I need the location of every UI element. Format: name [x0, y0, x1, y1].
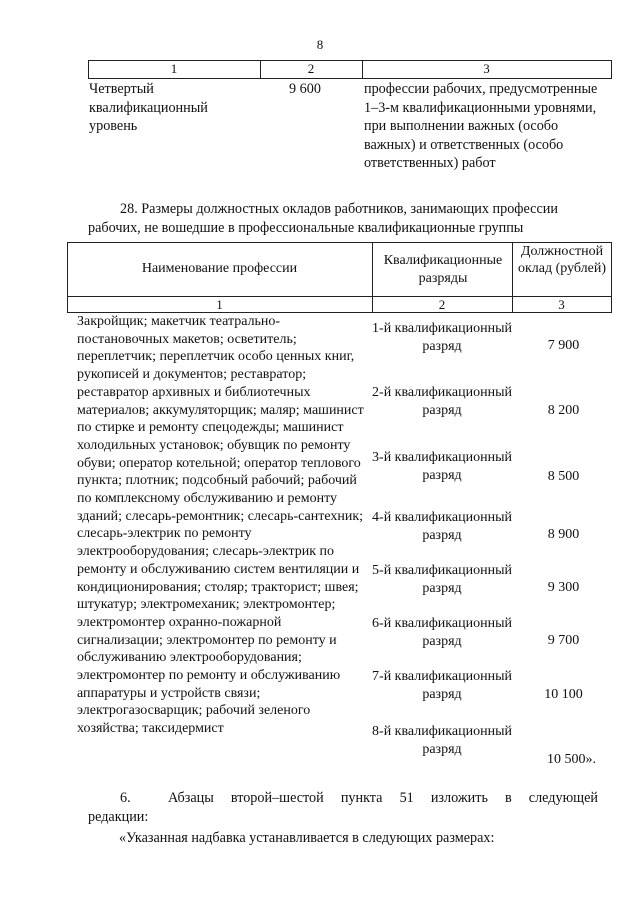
column-number: 2 — [307, 61, 315, 76]
grade-2: 2-й квалификационный разряд — [372, 385, 512, 418]
column-number: 1 — [170, 61, 178, 76]
page-number: 8 — [316, 37, 324, 52]
salary-value: 9 300 — [547, 580, 580, 595]
quote-line: «Указанная надбавка устанавливается в следующих размерах: — [119, 830, 495, 846]
grade-3: 3-й квалификационный разряд — [372, 450, 512, 483]
item-number: 6. — [120, 790, 131, 806]
table-border — [611, 242, 612, 313]
salary-value: 8 200 — [547, 403, 580, 418]
level-description: профессии рабочих, предусмотренные 1–3-м квалификационными уровнями, при выполнении важных (особо важных) и ответственных (особо ответственных) работ — [364, 81, 598, 172]
header-grade: Квалификационные разряды — [383, 253, 503, 286]
qualification-level: Четвертый квалификационный уровень — [89, 81, 208, 135]
salary-value: 9 700 — [547, 633, 580, 648]
salary-value: 10 500». — [547, 752, 596, 767]
column-number: 3 — [483, 61, 490, 76]
level-amount: 9 600 — [289, 81, 321, 97]
table-border — [88, 78, 612, 79]
section-heading: 28. Размеры должностных окладов работников, занимающих профессии рабочих, не вошедшие в профессиональные квалификационные группы — [88, 201, 558, 236]
grade-1: 1-й квалификационный разряд — [372, 321, 512, 354]
grade-6: 6-й квалификационный разряд — [372, 616, 512, 649]
grade-7: 7-й квалификационный разряд — [372, 669, 512, 702]
profession-list: Закройщик; макетчик театрально-постановочных макетов; осветитель; переплетчик; переплетчик особо ценных книг, рукописей и документов; реставратор; реставратор архивных и библиотечных материалов; аккумуляторщик; маляр; машинист по стирке и ремонту спецодежды; машинист холодильных установок; обувщик по ремонту обуви; оператор котельной; оператор теплового пункта; плотник; подсобный рабочий; рабочий по комплексному обслуживанию и ремонту зданий; слесарь-ремонтник; слесарь-сантехник; слесарь-электрик по ремонту электрооборудования; слесарь-электрик по ремонту и обслуживанию систем вентиляции и кондиционирования; столяр; тракторист; швея; штукатур; электромеханик; электромонтер; электромонтер охранно-пожарной сигнализации; электромонтер по ремонту и обслуживанию электрооборудования; электромонтер по ремонту и обслуживанию аппаратуры и устройств связи; электрогазосварщик; рабочий зеленого хозяйства; таксидермист — [77, 314, 364, 737]
grade-5: 5-й квалификационный разряд — [372, 563, 512, 596]
grade-8: 8-й квалификационный разряд — [372, 724, 512, 757]
salary-value: 10 100 — [544, 687, 583, 702]
column-number: 3 — [558, 297, 565, 312]
column-number: 2 — [438, 297, 446, 312]
grade-4: 4-й квалификационный разряд — [372, 510, 512, 543]
header-profession: Наименование профессии — [141, 261, 298, 276]
item-text: Абзацы второй–шестой пункта 51 изложить в следующей редакции: — [88, 790, 598, 825]
header-salary: Должностной оклад (рублей) — [517, 244, 607, 276]
table-border — [611, 60, 612, 79]
salary-value: 8 500 — [547, 469, 580, 484]
column-number: 1 — [216, 297, 223, 312]
salary-value: 8 900 — [547, 527, 580, 542]
salary-value: 7 900 — [547, 338, 580, 353]
